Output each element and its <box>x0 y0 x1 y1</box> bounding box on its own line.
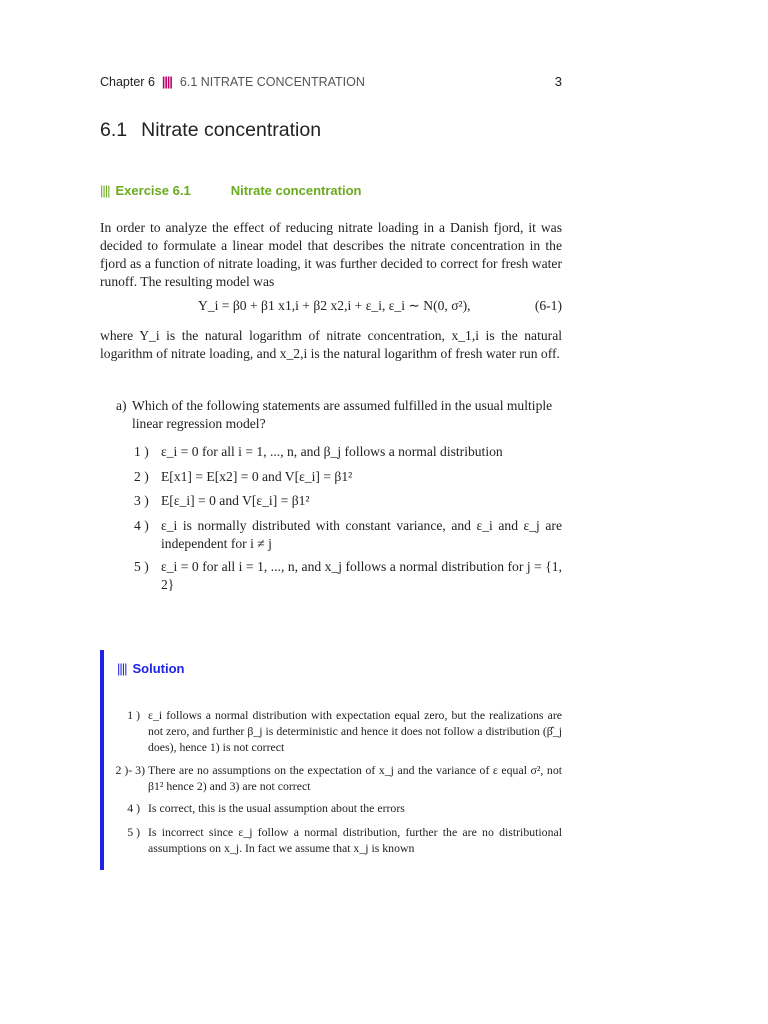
solution-text: Is incorrect since ε_j follow a normal distribution, further the are no distributional assumptions on x_j. In fact we assume that x_j is known <box>148 825 562 855</box>
option-text: ε_i = 0 for all i = 1, ..., n, and β_j follows a normal distribution <box>161 444 503 459</box>
header-section-name: 6.1 NITRATE CONCENTRATION <box>179 75 365 89</box>
solution-text: Is correct, this is the usual assumption about the errors <box>148 801 405 815</box>
solution-number: 1 ) <box>127 708 140 722</box>
option-text: ε_i is normally distributed with constant variance, and ε_i and ε_j are independent for i ≠ j <box>161 518 562 551</box>
option-item <box>134 517 562 553</box>
section-heading <box>100 119 321 142</box>
where-paragraph: where Y_i is the natural logarithm of nitrate concentration, x_1,i is the natural logarithm of nitrate loading, and x_2,i is the natural logarithm of fresh water run off. <box>100 328 562 361</box>
section-number: 6.1 <box>100 119 128 141</box>
option-text: ε_i = 0 for all i = 1, ..., n, and x_j follows a normal distribution for j = {1, 2} <box>161 559 562 592</box>
chapter-label: Chapter 6 <box>100 75 155 89</box>
option-number: 5 ) <box>134 559 149 574</box>
option-number: 3 ) <box>134 493 149 508</box>
question-a <box>116 397 562 433</box>
option-item <box>134 492 562 510</box>
page-number: 3 <box>554 74 562 89</box>
solution-text: ε_i follows a normal distribution with expectation equal zero, but the realizations are not zero, and further β_j is deterministic and hence it does not follow a distribution (β̂_j does), hence 1) is not correct <box>148 708 562 754</box>
model-equation <box>100 298 562 318</box>
solution-marker: |||| <box>117 661 127 676</box>
solution-number: 5 ) <box>127 825 140 839</box>
option-item <box>134 443 562 461</box>
option-number: 2 ) <box>134 469 149 484</box>
solution-heading <box>117 661 185 676</box>
option-item <box>134 558 562 594</box>
option-number: 4 ) <box>134 518 149 533</box>
exercise-heading <box>100 183 361 198</box>
section-title: Nitrate concentration <box>141 119 322 141</box>
option-item <box>134 468 562 486</box>
exercise-label: Exercise 6.1 <box>115 183 191 198</box>
exercise-marker: |||| <box>100 183 110 198</box>
equation-expression: Y_i = β0 + β1 x1,i + β2 x2,i + ε_i, ε_i ∼ N(0, σ²), <box>198 298 471 313</box>
solution-number: 2 )- 3) <box>115 763 145 777</box>
solution-title: Solution <box>132 661 185 676</box>
equation-tag: (6-1) <box>534 298 562 313</box>
exercise-title: Nitrate concentration <box>230 183 362 198</box>
intro-paragraph: In order to analyze the effect of reducing nitrate loading in a Danish fjord, it was decided to formulate a linear model that describes the nitrate concentration in the fjord as a function of nitrate loading, it was further decided to correct for fresh water runoff. The resulting model was <box>100 220 562 289</box>
option-text: E[ε_i] = 0 and V[ε_i] = β1² <box>161 493 310 508</box>
option-number: 1 ) <box>134 444 149 459</box>
header-marker: |||| <box>161 75 172 89</box>
question-label: a) <box>116 398 127 413</box>
solution-number: 4 ) <box>127 801 140 815</box>
solution-text: There are no assumptions on the expectation of x_j and the variance of ε equal σ², not β1² hence 2) and 3) are not correct <box>148 763 562 793</box>
question-text: Which of the following statements are assumed fulfilled in the usual multiple linear regression model? <box>132 398 553 431</box>
running-header <box>100 74 562 89</box>
option-text: E[x1] = E[x2] = 0 and V[ε_i] = β1² <box>161 469 353 484</box>
